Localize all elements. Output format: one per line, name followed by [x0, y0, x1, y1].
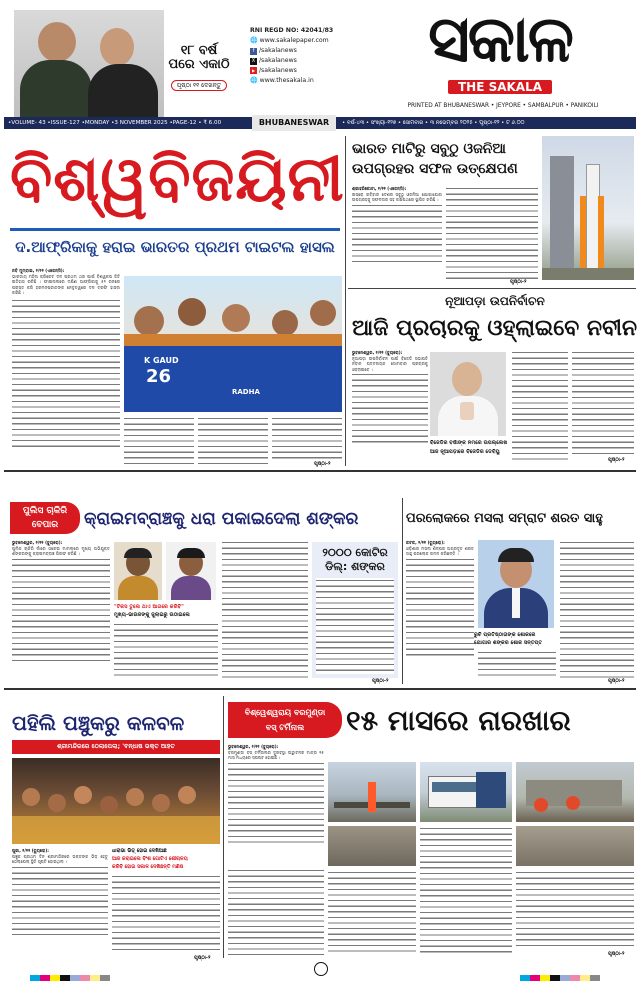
bus-text-col3 [328, 870, 416, 956]
isro-dateline: ଶ୍ରୀହରିକୋଟା, ୨/୧୧ (ଏଜେନ୍ସି): [352, 186, 407, 191]
isro-text-col1 [352, 186, 442, 282]
lead-dateline: ନବି ମୁମ୍ବାଇ, ୨/୧୧ (ଏଜେନ୍ସି): [12, 268, 65, 273]
police-body: ପୁଲିସ ଚାକିରି ନାଁରେ ଠକେଇ ମାମଲାରେ ମୁଖ୍ୟ ଅଭିଯୁକ୍ତ ଶଙ୍କରଙ୍କୁ କ୍ରାଇମବ୍ରାଞ୍ଚ ଗିରଫ କରିଛି । [12, 545, 110, 557]
bus-dateline: ଭୁବନେଶ୍ୱର, ୨/୧୧ (ବ୍ୟୁରୋ): [228, 744, 279, 749]
obit-body: ଓଡ଼ିଶାର ମସଲା ଶିଳ୍ପର ଅଗ୍ରଦୂତ ଶରତ ସାହୁ ପରଲୋକ ଗମନ କରିଛନ୍ତି । [406, 545, 474, 557]
jersey-name: K GAUD [144, 356, 179, 365]
temple-photo [12, 758, 220, 844]
isro-headline-line1: ଭାରତ ମାଟିରୁ ସବୁଠୁ ଓଜନିଆ [352, 141, 506, 157]
bus-text-col5 [516, 870, 634, 950]
bus-text-col2 [228, 868, 324, 956]
temple-text-col1 [12, 848, 108, 954]
isro-headline-line2: ଉପଗ୍ରହର ସଫଳ ଉତ୍କ୍ଷେପଣ [352, 161, 518, 177]
bus-photo-3 [516, 762, 634, 822]
police-headline: କ୍ରାଇମବ୍ରାଞ୍ଚକୁ ଧରା ପକାଇଦେଲା ଶଙ୍କର [84, 509, 359, 529]
lead-continued: ପୃଷ୍ଠା-୨ [314, 461, 331, 467]
lead-headline: ବିଶ୍ୱବିଜୟିନୀ [10, 142, 345, 215]
logo-odia: ସକାଳ [428, 3, 572, 77]
election-continued: ପୃଷ୍ଠା-୨ [608, 457, 625, 463]
obit-caption2: ଯୋଗାର ଶଙ୍କର ଶୋକ ସନ୍ତପ୍ତ [474, 640, 543, 646]
youtube-icon: ▶ [251, 68, 256, 73]
police-continued: ପୃଷ୍ଠା-୨ [372, 678, 389, 684]
rni-number: RNI REGD NO: 42041/83 [250, 27, 334, 34]
lead-photo [124, 276, 342, 412]
obit-text-col3 [560, 540, 634, 678]
obit-headline: ପରଲୋକରେ ମସଲା ସମ୍ରାଟ ଶରତ ସାହୁ [406, 511, 603, 526]
bus-photo-4 [328, 826, 416, 866]
bus-photo-5 [516, 826, 634, 866]
obit-caption: ରୁଚି ପ୍ରତିଷ୍ଠାତାଙ୍କ ଶୋକରେ [474, 632, 536, 638]
promo-photo [14, 10, 164, 118]
police-photo-caption2: ମୁଖ୍ୟ-ଭାଉଜଙ୍କୁ ଜୁଲାଇରୁ ଉଠାଇଲେ [114, 612, 190, 618]
police-kicker-line1: ପୁଲିସ ଚାକିରି [22, 506, 68, 516]
promo-line2: ପରେ ଏକାଠି [168, 57, 230, 72]
jersey-name2: RADHA [232, 388, 260, 396]
bus-text-col4 [420, 826, 512, 956]
police-kicker-line2: ବେପାର [31, 520, 59, 530]
bus-kicker [228, 702, 342, 738]
obit-text-col2 [478, 650, 556, 678]
obit-text-col1 [406, 540, 474, 678]
election-text-col2 [512, 350, 568, 460]
police-text-col3 [222, 540, 308, 678]
isro-rocket-photo [542, 136, 634, 280]
twitter-link[interactable]: X /sakalanews [251, 57, 297, 64]
police-text-col2 [114, 622, 218, 678]
bus-photo-1 [328, 762, 416, 822]
temple-text-col2 [112, 874, 220, 954]
lead-text-col1 [12, 268, 120, 464]
bus-body: ବରମୁଣ୍ଡା ବସ୍ ଟର୍ମିନାଲର ଦୁରବସ୍ଥା ଉଦ୍ଘାଟନର ମାତ୍ର ୧୫ ମାସ ମଧ୍ୟରେ ସ୍ପଷ୍ଟ ହୋଇଛି । [228, 749, 324, 761]
isro-continued: ପୃଷ୍ଠା-୨ [510, 279, 527, 285]
lead-subhead: ଦ.ଆଫ୍ରିକାକୁ ହରାଇ ଭାରତର ପ୍ରଥମ ଟାଇଟଲ ହାସଲ [15, 238, 335, 256]
police-box [312, 542, 398, 678]
odia-dateline: • ବର୍ଷ-୪୩ • ସଂଖ୍ୟା-୧୨୭ • ସୋମବାର • ୩ ନଭେମ୍ବର ୨୦୨୫ • ପୃଷ୍ଠା-୧୨ • ଟ ୬.୦୦ [342, 120, 525, 126]
temple-caption1: ଧାରାଭା ଭିଡ଼୍ ହୋଇ ଦେଖିଆଛ [112, 848, 167, 854]
masthead-logo [372, 4, 628, 100]
police-box-title2: ଡିଲ୍: ଶଙ୍କର [325, 560, 385, 573]
bus-kicker-line1: ବିଶ୍ୱେଶ୍ୱରାୟ ବରମୁଣ୍ଡା [244, 708, 326, 717]
obit-continued: ପୃଷ୍ଠା-୨ [608, 678, 625, 684]
election-headline: ଆଜି ପ୍ରଚାରକୁ ଓହ୍ଲାଇବେ ନବୀନ [352, 316, 638, 341]
isro-divider [348, 288, 636, 289]
promo-page-pill [171, 80, 227, 91]
election-caption2: ଆଜ ନୂଆପଡ଼ାରେ ବିଜେଡିର ଡେବିୟୁ [430, 449, 500, 455]
bus-text-col1 [228, 744, 324, 860]
isro-text-col2 [446, 186, 538, 280]
section-divider-1 [4, 470, 636, 472]
naveen-photo [430, 352, 506, 436]
lead-text-col4 [272, 416, 342, 460]
election-dateline: ଭୁବନେଶ୍ୱର, ୨/୧୧ (ବ୍ୟୁରୋ): [352, 350, 403, 355]
temple-continued: ପୃଷ୍ଠା-୨ [194, 955, 211, 961]
temple-body: ପଞ୍ଚୁକ ପ୍ରଥମ ଦିନ ଶ୍ରୀମନ୍ଦିରରେ ଭକ୍ତଙ୍କ ଭିଡ଼ ହେତୁ ଠେଲାପେଲା ସ୍ଥିତି ସୃଷ୍ଟି ହୋଇଥିଲା । [12, 853, 108, 865]
globe-icon: 🌐 [250, 77, 260, 84]
obit-dateline: କଟକ, ୨/୧୧ (ବ୍ୟୁରୋ): [406, 540, 445, 545]
registration-bar-left [30, 966, 110, 972]
promo-page-text: ପୃଷ୍ଠା ୧୧ ଦେଖନ୍ତୁ [176, 82, 222, 89]
isro-body: ଇସ୍ରୋ ରବିବାର ଦେଶର ସବୁଠୁ ଓଜନିଆ ଯୋଗାଯୋଗ ଉପଗ୍ରହକୁ ସଫଳତାର ସହ କକ୍ଷପଥରେ ସ୍ଥାପିତ କରିଛି । [352, 191, 442, 203]
election-caption1: ବିଜେଡିର ବର୍ଷାଙ୍କ ନମରେ ଉପଲ୍ଲେଖ [430, 440, 508, 446]
youtube-link[interactable]: ▶ /sakalanews [251, 67, 297, 74]
vertical-divider-bottom [223, 696, 224, 958]
temple-caption2: ଆଜ କରାଇଲେ ବିଂଶ ଗୋଟିଏ ଶୌଚାଳୟ [112, 856, 188, 862]
section-divider-2 [4, 688, 636, 690]
accused-photo-2 [166, 542, 216, 600]
bus-photo-2 [420, 762, 512, 822]
election-kicker: ନୂଆପଡ଼ା ଉପନିର୍ବାଚନ [445, 294, 545, 308]
logo-english: THE SAKALA [448, 80, 552, 94]
promo-line1: ୧୮ ବର୍ଷ [180, 43, 218, 58]
police-dateline: ଭୁବନେଶ୍ୱର, ୨/୧୧ (ବ୍ୟୁରୋ): [12, 540, 63, 545]
obit-photo [478, 540, 554, 628]
facebook-icon: f [250, 48, 257, 55]
temple-caption3: କରିବି ହୋଇ ସକାଳ ଦେଖିଛନ୍ତି ମଣିଷ [112, 864, 184, 870]
globe-icon: 🌐 [250, 37, 260, 44]
registration-mark [314, 962, 328, 976]
election-text-col3 [572, 350, 634, 454]
edition-badge: BHUBANESWAR [252, 115, 336, 131]
vertical-divider-mid [402, 498, 403, 684]
election-body: ନୂଆପଡ଼ା ଉପନିର୍ବାଚନ ପାଇଁ ବିଜେଡି ସଭାପତି ନବୀନ ପଟ୍ଟନାୟକ ସୋମବାର ପ୍ରଚାରକୁ ଓହ୍ଲାଇବେ । [352, 355, 428, 372]
facebook-link[interactable]: f /sakalanews [250, 46, 350, 56]
police-photo-caption1: "ଟିକସ ତୁଲେ ଥାଏ ଆଗରେ କରିବି" [114, 604, 184, 610]
bus-continued: ପୃଷ୍ଠା-୨ [608, 951, 625, 957]
printed-at: PRINTED AT BHUBANESWAR • JEYPORE • SAMBALPUR • PANIKOILI [407, 103, 599, 109]
accused-photo-1 [114, 542, 162, 600]
lead-body: ଭାରତୀୟ ମହିଳା କ୍ରିକେଟ ଦଳ ପ୍ରଥମ ଥର ପାଇଁ ବିଶ୍ୱକପ ଜିତି ଇତିହାସ ରଚିଛି । ଫାଇନାଲରେ ଦକ୍ଷିଣ ଆଫ୍ରିକାକୁ ୫୨ ରନରେ ପରାସ୍ତ କରି ହରମନପ୍ରୀତଙ୍କ ନେତୃତ୍ୱରେ ଦଳ ଟ୍ରଫି ହାସଲ କରିଛି । [12, 273, 120, 296]
registration-bar-right [520, 966, 600, 972]
twitter-icon: X [251, 58, 256, 64]
issue-line: •VOLUME- 43 •ISSUE-127 •MONDAY •3 NOVEMBER 2025 •PAGE-12 • ₹ 6.00 [8, 120, 222, 126]
jersey-number: 26 [146, 366, 172, 387]
police-box-title1: ୨୦୦୦ କୋଟିର [322, 546, 388, 559]
lead-text-col3 [198, 416, 268, 468]
vertical-divider-top [345, 136, 346, 466]
lead-rule [10, 228, 340, 231]
lead-text-col2 [124, 416, 194, 468]
election-text-col1 [352, 350, 428, 456]
website-link[interactable]: 🌐 www.sakalepaper.com [250, 37, 329, 44]
temple-dateline: ପୁରୀ, ୨/୧୧ (ବ୍ୟୁରୋ): [12, 848, 49, 853]
temple-headline: ପହିଲି ପଞ୍ଚୁକରୁ କଳବଳ [12, 711, 185, 735]
temple-kicker: ଶ୍ରୀମନ୍ଦିରରେ ଠେଲାପେଲା; 'ବନ୍ଧାଷ ଭକ୍ତ ଆହତ [12, 740, 220, 754]
police-kicker [10, 502, 80, 534]
police-text-col1 [12, 540, 110, 678]
bus-kicker-line2: ବସ୍ ଟର୍ମିନାଲ [265, 723, 305, 732]
bus-headline: ୧୫ ମାସରେ ନାରଖାର [346, 704, 571, 737]
site2-link[interactable]: 🌐 www.thesakala.in [250, 77, 314, 84]
